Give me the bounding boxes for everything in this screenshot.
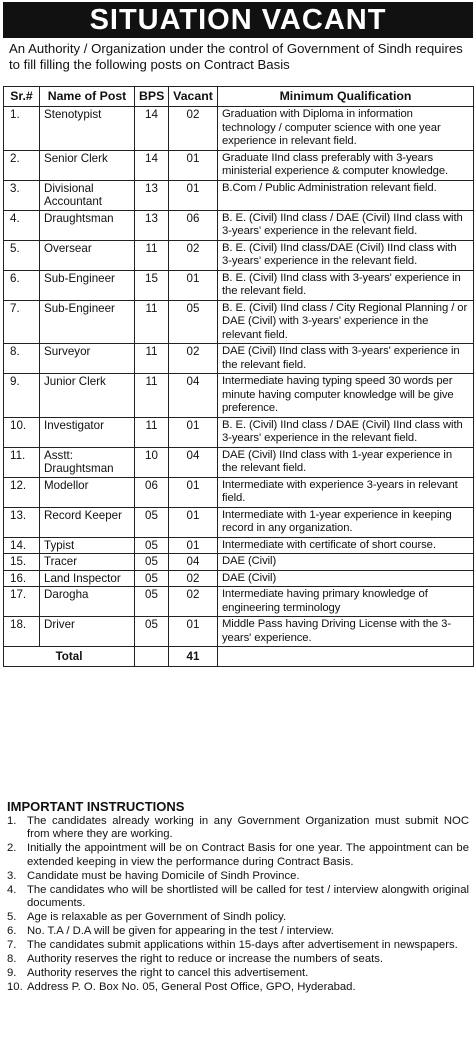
row-qualification: DAE (Civil) [218, 570, 474, 587]
row-sr: 10. [4, 417, 40, 447]
row-qualification: B. E. (Civil) IInd class / DAE (Civil) IInd class with 3-years' experience in the relevant field. [218, 210, 474, 240]
table-row [4, 447, 474, 477]
row-bps: 11 [135, 417, 169, 447]
table-row [4, 617, 474, 647]
row-sr: 18. [4, 617, 40, 647]
row-qualification: DAE (Civil) IInd class with 1-year experience in the relevant field. [218, 447, 474, 477]
row-qualification: Intermediate with 1-year experience in keeping record in any organization. [218, 507, 474, 537]
row-sr: 16. [4, 570, 40, 587]
instruction-text: Address P. O. Box No. 05, General Post Office, GPO, Hyderabad. [27, 981, 356, 993]
row-sr: 3. [4, 180, 40, 210]
row-vacant: 02 [169, 240, 218, 270]
instruction-item [7, 953, 469, 967]
row-vacant: 01 [169, 477, 218, 507]
table-row [4, 300, 474, 344]
row-post: Typist [40, 537, 135, 554]
total-label: Total [4, 647, 135, 667]
instruction-item [7, 911, 469, 925]
row-post: Oversear [40, 240, 135, 270]
row-qualification: DAE (Civil) IInd class with 3-years' experience in the relevant field. [218, 344, 474, 374]
row-post: Record Keeper [40, 507, 135, 537]
row-sr: 8. [4, 344, 40, 374]
table-row [4, 344, 474, 374]
instruction-text: Age is relaxable as per Government of Sindh policy. [27, 911, 287, 923]
total-qual-empty [218, 647, 474, 667]
row-bps: 14 [135, 107, 169, 151]
row-bps: 05 [135, 537, 169, 554]
instruction-text: No. T.A / D.A will be given for appearing in the test / interview. [27, 925, 334, 937]
row-vacant: 02 [169, 107, 218, 151]
row-vacant: 02 [169, 570, 218, 587]
instructions-section [7, 800, 469, 995]
row-bps: 10 [135, 447, 169, 477]
row-vacant: 02 [169, 587, 218, 617]
instruction-item [7, 842, 469, 869]
row-bps: 11 [135, 240, 169, 270]
row-vacant: 05 [169, 300, 218, 344]
row-vacant: 01 [169, 417, 218, 447]
instruction-text: The candidates already working in any Government Organization must submit NOC from where they are working. [27, 814, 469, 840]
table-row [4, 270, 474, 300]
row-qualification: Intermediate having primary knowledge of engineering terminology [218, 587, 474, 617]
instruction-number: 6. [7, 925, 17, 937]
row-sr: 12. [4, 477, 40, 507]
table-row [4, 417, 474, 447]
row-bps: 05 [135, 617, 169, 647]
row-qualification: B.Com / Public Administration relevant field. [218, 180, 474, 210]
instruction-number: 10. [7, 981, 23, 993]
instruction-number: 3. [7, 869, 17, 882]
instruction-number: 9. [7, 967, 17, 979]
row-sr: 14. [4, 537, 40, 554]
instruction-text: Initially the appointment will be on Contract Basis for one year. The appointment can be extended keeping in view the performance during Contract Basis. [27, 842, 469, 868]
row-vacant: 01 [169, 270, 218, 300]
row-bps: 11 [135, 300, 169, 344]
row-sr: 2. [4, 150, 40, 180]
header-post: Name of Post [40, 87, 135, 107]
table-header-row [4, 87, 474, 107]
table-row [4, 507, 474, 537]
row-bps: 14 [135, 150, 169, 180]
table-row [4, 150, 474, 180]
row-qualification: Graduate IInd class preferably with 3-years ministerial experience & computer knowledge. [218, 150, 474, 180]
row-bps: 11 [135, 374, 169, 418]
row-post: Driver [40, 617, 135, 647]
row-bps: 05 [135, 570, 169, 587]
instruction-item [7, 939, 469, 953]
table-row [4, 180, 474, 210]
instructions-title: IMPORTANT INSTRUCTIONS [7, 799, 185, 814]
row-bps: 05 [135, 554, 169, 571]
row-vacant: 01 [169, 507, 218, 537]
table-row [4, 477, 474, 507]
table-row [4, 537, 474, 554]
row-bps: 11 [135, 344, 169, 374]
table-row [4, 587, 474, 617]
instruction-number: 1. [7, 814, 17, 827]
row-vacant: 01 [169, 180, 218, 210]
row-vacant: 04 [169, 447, 218, 477]
instruction-text: The candidates submit applications within 15-days after advertisement in newspapers. [27, 939, 458, 951]
row-sr: 9. [4, 374, 40, 418]
row-post: Draughtsman [40, 210, 135, 240]
total-bps-empty [135, 647, 169, 667]
row-qualification: B. E. (Civil) IInd class with 3-years' experience in the relevant field. [218, 270, 474, 300]
instructions-list [7, 815, 469, 995]
table-row [4, 374, 474, 418]
row-post: Modellor [40, 477, 135, 507]
posts-table [3, 86, 474, 667]
row-bps: 05 [135, 507, 169, 537]
row-vacant: 06 [169, 210, 218, 240]
row-qualification: B. E. (Civil) IInd class / City Regional Planning / or DAE (Civil) with 3-years' experience in the relevant field. [218, 300, 474, 344]
row-post: Sub-Engineer [40, 270, 135, 300]
instruction-text: Authority reserves the right to reduce or increase the numbers of seats. [27, 953, 384, 965]
row-qualification: Middle Pass having Driving License with the 3-years' experience. [218, 617, 474, 647]
total-row [4, 647, 474, 667]
table-row [4, 107, 474, 151]
instruction-item [7, 925, 469, 939]
row-vacant: 01 [169, 150, 218, 180]
row-qualification: Intermediate having typing speed 30 words per minute having computer knowledge will be give preference. [218, 374, 474, 418]
header-qualification: Minimum Qualification [218, 87, 474, 107]
row-vacant: 04 [169, 554, 218, 571]
instruction-number: 7. [7, 939, 17, 951]
row-post: Tracer [40, 554, 135, 571]
row-bps: 13 [135, 210, 169, 240]
instruction-item [7, 981, 469, 995]
row-bps: 13 [135, 180, 169, 210]
row-bps: 15 [135, 270, 169, 300]
row-bps: 06 [135, 477, 169, 507]
row-sr: 4. [4, 210, 40, 240]
row-post: Land Inspector [40, 570, 135, 587]
row-post: Divisional Accountant [40, 180, 135, 210]
row-qualification: Graduation with Diploma in information technology / computer science with one year experience in relevant field. [218, 107, 474, 151]
row-post: Surveyor [40, 344, 135, 374]
row-sr: 13. [4, 507, 40, 537]
row-vacant: 02 [169, 344, 218, 374]
page-title: SITUATION VACANT [3, 2, 473, 38]
instruction-item [7, 870, 469, 884]
row-qualification: DAE (Civil) [218, 554, 474, 571]
instruction-number: 8. [7, 953, 17, 965]
row-sr: 6. [4, 270, 40, 300]
row-vacant: 01 [169, 537, 218, 554]
row-sr: 17. [4, 587, 40, 617]
row-bps: 05 [135, 587, 169, 617]
instruction-text: The candidates who will be shortlisted will be called for test / interview alongwith original documents. [27, 883, 469, 909]
row-qualification: Intermediate with experience 3-years in relevant field. [218, 477, 474, 507]
row-sr: 7. [4, 300, 40, 344]
row-qualification: Intermediate with certificate of short course. [218, 537, 474, 554]
instruction-text: Authority reserves the right to cancel this advertisement. [27, 967, 309, 979]
table-row [4, 240, 474, 270]
instruction-number: 4. [7, 883, 17, 896]
header-bps: BPS [135, 87, 169, 107]
intro-text: An Authority / Organization under the control of Government of Sindh requires to fill filling the following posts on Contract Basis [9, 41, 463, 72]
table-row [4, 210, 474, 240]
row-post: Darogha [40, 587, 135, 617]
row-qualification: B. E. (Civil) IInd class/DAE (Civil) IInd class with 3-years' experience in the relevant field. [218, 240, 474, 270]
table-row [4, 570, 474, 587]
row-qualification: B. E. (Civil) IInd class / DAE (Civil) IInd class with 3-years' experience in the relevant field. [218, 417, 474, 447]
instruction-item [7, 884, 469, 911]
row-sr: 5. [4, 240, 40, 270]
row-vacant: 01 [169, 617, 218, 647]
row-post: Junior Clerk [40, 374, 135, 418]
instruction-number: 5. [7, 911, 17, 923]
row-post: Sub-Engineer [40, 300, 135, 344]
row-sr: 1. [4, 107, 40, 151]
header-sr: Sr.# [4, 87, 40, 107]
total-value: 41 [169, 647, 218, 667]
table-row [4, 554, 474, 571]
header-vacant: Vacant [169, 87, 218, 107]
row-sr: 15. [4, 554, 40, 571]
instruction-text: Candidate must be having Domicile of Sindh Province. [27, 869, 300, 882]
row-post: Stenotypist [40, 107, 135, 151]
row-post: Asstt: Draughtsman [40, 447, 135, 477]
row-sr: 11. [4, 447, 40, 477]
instruction-item [7, 815, 469, 842]
row-vacant: 04 [169, 374, 218, 418]
row-post: Senior Clerk [40, 150, 135, 180]
instruction-item [7, 967, 469, 981]
row-post: Investigator [40, 417, 135, 447]
instruction-number: 2. [7, 842, 17, 854]
